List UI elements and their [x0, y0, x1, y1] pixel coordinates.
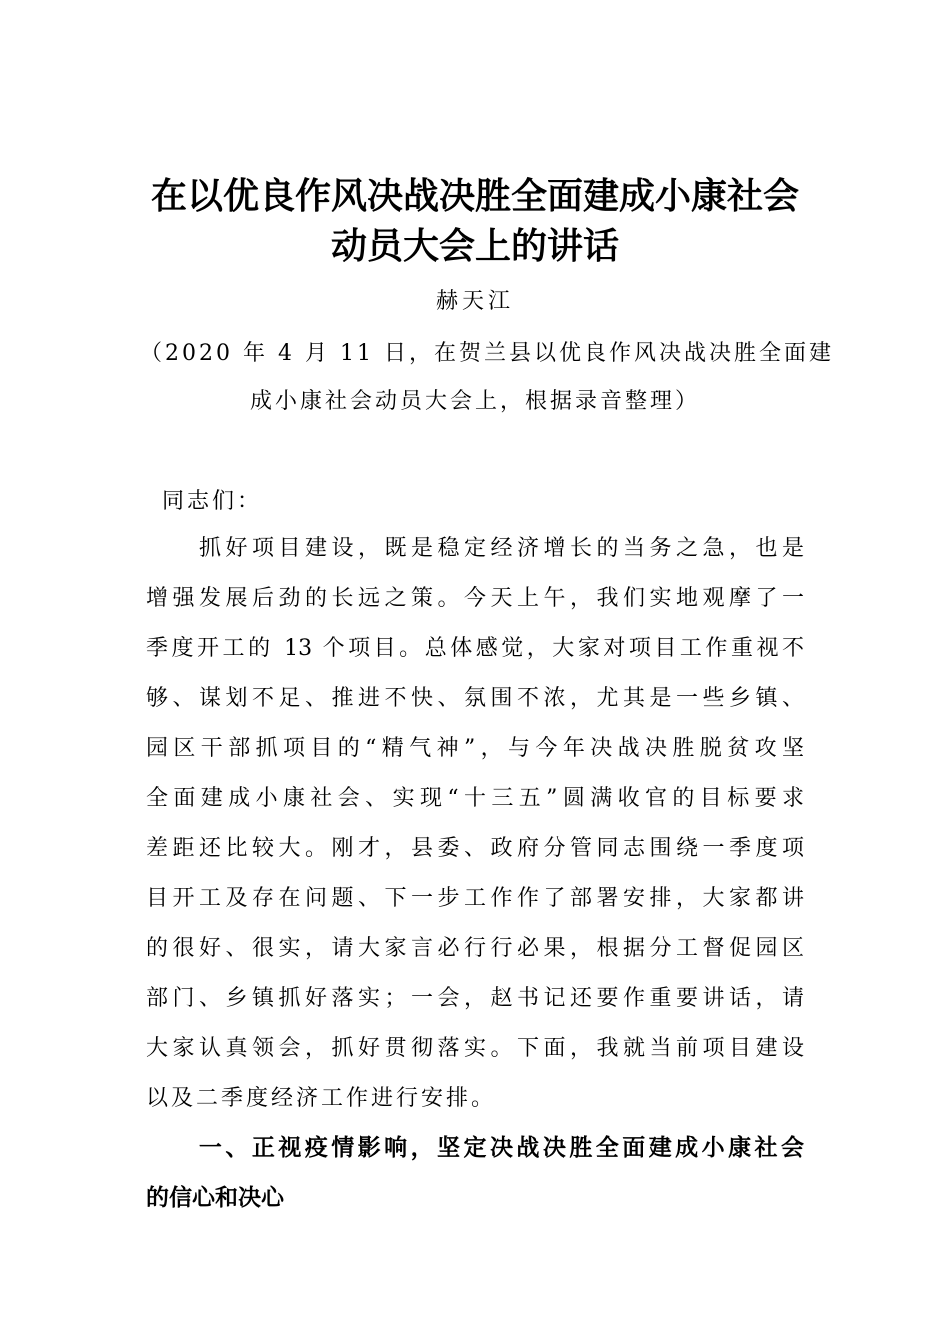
paragraph-line: 增强发展后劲的长远之策。今天上午，我们实地观摩了一	[146, 586, 804, 611]
paragraph-line: 抓好项目建设，既是稳定经济增长的当务之急，也是	[146, 536, 804, 561]
paragraph-line: 季度开工的 13 个项目。总体感觉，大家对项目工作重视不	[146, 636, 804, 661]
document-title-line-2: 动员大会上的讲话	[330, 226, 619, 267]
section-heading-line: 一、正视疫情影响，坚定决战决胜全面建成小康社会	[146, 1135, 804, 1161]
section-heading-line: 的信心和决心	[146, 1185, 284, 1211]
paragraph-line: 大家认真领会，抓好贯彻落实。下面，我就当前项目建设	[146, 1036, 804, 1061]
document-title-line-1: 在以优良作风决战决胜全面建成小康社会	[150, 176, 799, 217]
paragraph-line: 目开工及存在问题、下一步工作作了部署安排，大家都讲	[146, 886, 804, 911]
paragraph-line: 全面建成小康社会、实现“十三五”圆满收官的目标要求	[146, 786, 804, 811]
document-note-line-1: （2020 年 4 月 11 日，在贺兰县以优良作风决战决胜全面建	[140, 341, 834, 366]
paragraph-line: 以及二季度经济工作进行安排。	[146, 1086, 497, 1111]
paragraph-line: 差距还比较大。刚才，县委、政府分管同志围绕一季度项	[146, 836, 804, 861]
document-author: 赫天江	[435, 289, 514, 314]
salutation: 同志们：	[162, 489, 263, 514]
document-note-line-2: 成小康社会动员大会上，根据录音整理）	[249, 389, 700, 414]
paragraph-line: 园区干部抓项目的“精气神”，与今年决战决胜脱贫攻坚	[146, 736, 804, 761]
paragraph-line: 够、谋划不足、推进不快、氛围不浓，尤其是一些乡镇、	[146, 686, 804, 711]
paragraph-line: 的很好、很实，请大家言必行行必果，根据分工督促园区	[146, 936, 804, 961]
paragraph-line: 部门、乡镇抓好落实；一会，赵书记还要作重要讲话，请	[146, 986, 804, 1011]
